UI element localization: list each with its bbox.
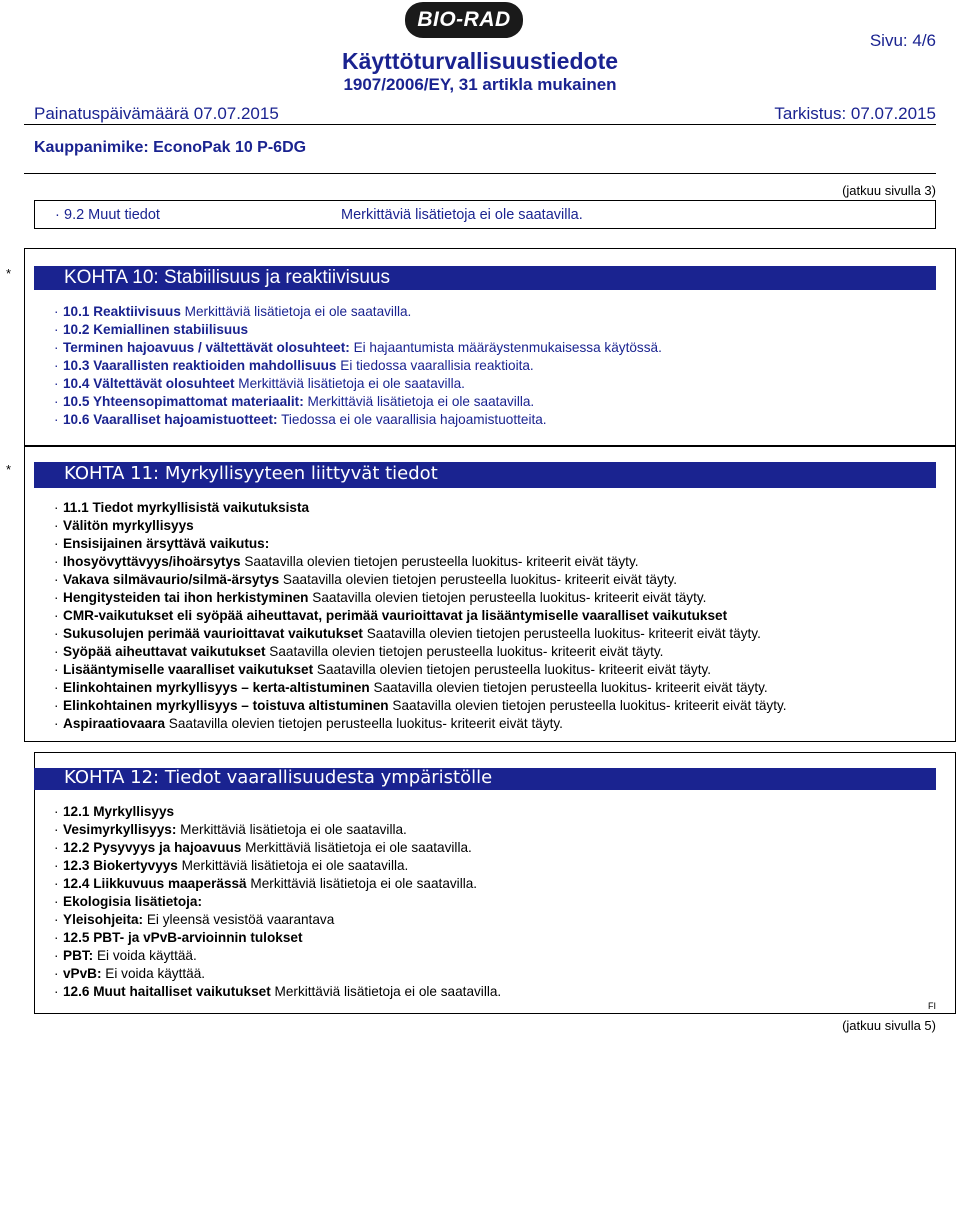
section-9-2-value: Merkittäviä lisätietoja ei ole saatavilla. [341,207,583,223]
s12-line-9: · PBT: Ei voida käyttää. [54,948,197,963]
s11-line-10: · Lisääntymiselle vaaralliset vaikutukset Saatavilla olevien tietojen perusteella luokitus- kriteerit eivät täyty. [54,662,712,677]
s10-line-7: · 10.6 Vaaralliset hajoamistuotteet: Tiedossa ei ole vaarallisia hajoamistuotteita. [54,412,547,427]
s12-line-6: · Ekologisia lisätietoja: [54,894,202,909]
s12-line-8: · 12.5 PBT- ja vPvB-arvioinnin tulokset [54,930,303,945]
s12-line-4: · 12.3 Biokertyvyys Merkittäviä lisätietoja ei ole saatavilla. [54,858,409,873]
s12-line-7: · Yleisohjeita: Ei yleensä vesistöä vaarantava [54,912,335,927]
s10-line-4: · 10.3 Vaarallisten reaktioiden mahdollisuus Ei tiedossa vaarallisia reaktioita. [54,358,534,373]
section-11-header [34,462,936,488]
s12-line-5: · 12.4 Liikkuvuus maaperässä Merkittäviä lisätietoja ei ole saatavilla. [54,876,478,891]
page-number: Sivu: 4/6 [869,31,936,50]
revision-date: Tarkistus: 07.07.2015 [774,104,936,123]
logo-text: BIO-RAD [417,8,511,31]
bio-rad-logo [405,2,523,38]
s11-line-6: · Hengitysteiden tai ihon herkistyminen Saatavilla olevien tietojen perusteella luokitus- kriteerit eivät täyty. [54,590,707,605]
s10-line-1: · 10.1 Reaktiivisuus Merkittäviä lisätietoja ei ole saatavilla. [54,304,412,319]
s11-line-13: · Aspiraatiovaara Saatavilla olevien tietojen perusteella luokitus- kriteerit eivät täyty. [54,716,563,731]
s11-line-2: · Välitön myrkyllisyys [54,518,194,533]
section-12-header [34,768,936,790]
s11-line-3: · Ensisijainen ärsyttävä vaikutus: [54,536,270,551]
product-divider [24,173,936,174]
document-title: Käyttöturvallisuustiedote [341,48,619,74]
s11-line-7: · CMR-vaikutukset eli syöpää aiheuttavat, perimää vaurioittavat ja lisääntymiselle vaaralliset vaikutukset [54,608,728,623]
s12-line-1: · 12.1 Myrkyllisyys [54,804,175,819]
s11-line-5: · Vakava silmävaurio/silmä-ärsytys Saatavilla olevien tietojen perusteella luokitus- kriteerit eivät täyty. [54,572,678,587]
section-9-2-line: · 9.2 Muut tiedot [55,207,160,223]
s12-line-10: · vPvB: Ei voida käyttää. [54,966,206,981]
section-11-title: KOHTA 11: Myrkyllisyyteen liittyvät tiedot [64,463,438,484]
continued-to: (jatkuu sivulla 5) [842,1018,936,1033]
revision-asterisk: * [6,462,12,477]
s12-line-11: · 12.6 Muut haitalliset vaikutukset Merkittäviä lisätietoja ei ole saatavilla. [54,984,502,999]
s11-line-12: · Elinkohtainen myrkyllisyys – toistuva altistuminen Saatavilla olevien tietojen perusteella luokitus- kriteerit eivät täyty. [54,698,787,713]
language-code: FI [928,1001,936,1011]
section-10-header [34,266,936,290]
section-10-title: KOHTA 10: Stabiilisuus ja reaktiivisuus [64,267,390,288]
s11-line-9: · Syöpää aiheuttavat vaikutukset Saatavilla olevien tietojen perusteella luokitus- kriteerit eivät täyty. [54,644,664,659]
s10-line-3: · Terminen hajoavuus / vältettävät olosuhteet: Ei hajaantumista määräystenmukaisessa käytössä. [54,340,662,355]
header-divider [24,124,936,125]
product-name: Kauppanimike: EconoPak 10 P-6DG [34,139,307,156]
document-subtitle: 1907/2006/EY, 31 artikla mukainen [343,75,617,94]
revision-asterisk: * [6,266,12,281]
s11-line-1: · 11.1 Tiedot myrkyllisistä vaikutuksista [54,500,310,515]
s10-line-6: · 10.5 Yhteensopimattomat materiaalit: Merkittäviä lisätietoja ei ole saatavilla. [54,394,535,409]
s11-line-11: · Elinkohtainen myrkyllisyys – kerta-altistuminen Saatavilla olevien tietojen perusteella luokitus- kriteerit eivät täyty. [54,680,768,695]
section-9-2-label: 9.2 Muut tiedot [64,207,160,223]
s10-line-2: · 10.2 Kemiallinen stabiilisuus [54,322,249,337]
s11-line-4: · Ihosyövyttävyys/ihoärsytys Saatavilla olevien tietojen perusteella luokitus- kriteerit eivät täyty. [54,554,639,569]
section-12-title: KOHTA 12: Tiedot vaarallisuudesta ympäristölle [64,767,493,788]
s11-line-8: · Sukusolujen perimää vaurioittavat vaikutukset Saatavilla olevien tietojen perusteella luokitus- kriteerit eivät täyty. [54,626,761,641]
s10-line-5: · 10.4 Vältettävät olosuhteet Merkittäviä lisätietoja ei ole saatavilla. [54,376,465,391]
s12-line-3: · 12.2 Pysyvyys ja hajoavuus Merkittäviä lisätietoja ei ole saatavilla. [54,840,472,855]
continued-from: (jatkuu sivulla 3) [842,183,936,198]
s12-line-2: · Vesimyrkyllisyys: Merkittäviä lisätietoja ei ole saatavilla. [54,822,407,837]
section-9-box [34,200,936,229]
print-date: Painatuspäivämäärä 07.07.2015 [34,104,279,123]
